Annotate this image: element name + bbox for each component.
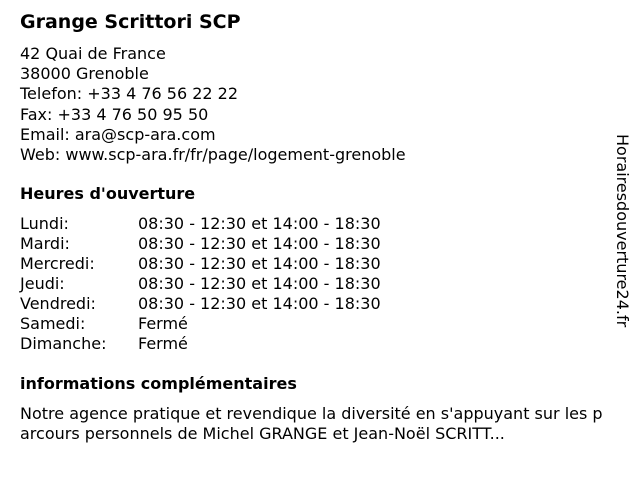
additional-info-heading: informations complémentaires bbox=[20, 374, 297, 393]
additional-info-text: Notre agence pratique et revendique la diversité en s'appuyant sur les parcours personnels de Michel GRANGE et Jean-Noël SCRITT... bbox=[20, 404, 603, 443]
fax-number: Fax: +33 4 76 50 95 50 bbox=[20, 104, 209, 124]
website-address: Web: www.scp-ara.fr/fr/page/logement-grenoble bbox=[20, 145, 406, 165]
contact-block bbox=[20, 44, 406, 165]
hours-value: 08:30 - 12:30 et 14:00 - 18:30 bbox=[138, 254, 381, 273]
site-watermark: Horairesdouverture24.fr bbox=[613, 134, 632, 328]
hours-value: 08:30 - 12:30 et 14:00 - 18:30 bbox=[138, 234, 381, 253]
phone-number: Telefon: +33 4 76 56 22 22 bbox=[20, 84, 239, 104]
email-address: Email: ara@scp-ara.com bbox=[20, 124, 216, 144]
hours-value: 08:30 - 12:30 et 14:00 - 18:30 bbox=[138, 274, 381, 293]
address-line-city: 38000 Grenoble bbox=[20, 64, 149, 84]
hours-value: 08:30 - 12:30 et 14:00 - 18:30 bbox=[138, 214, 381, 233]
day-label: Samedi: bbox=[20, 314, 86, 333]
opening-hours-heading: Heures d'ouverture bbox=[20, 184, 196, 203]
business-name: Grange Scrittori SCP bbox=[20, 11, 241, 33]
day-label: Mercredi: bbox=[20, 254, 95, 273]
day-label: Dimanche: bbox=[20, 334, 107, 353]
hours-value: 08:30 - 12:30 et 14:00 - 18:30 bbox=[138, 294, 381, 313]
address-line-street: 42 Quai de France bbox=[20, 44, 166, 63]
day-label: Mardi: bbox=[20, 234, 70, 253]
day-label: Jeudi: bbox=[20, 274, 65, 293]
hours-value: Fermé bbox=[138, 314, 188, 333]
day-label: Lundi: bbox=[20, 214, 69, 233]
hours-value: Fermé bbox=[138, 334, 188, 353]
day-label: Vendredi: bbox=[20, 294, 96, 313]
